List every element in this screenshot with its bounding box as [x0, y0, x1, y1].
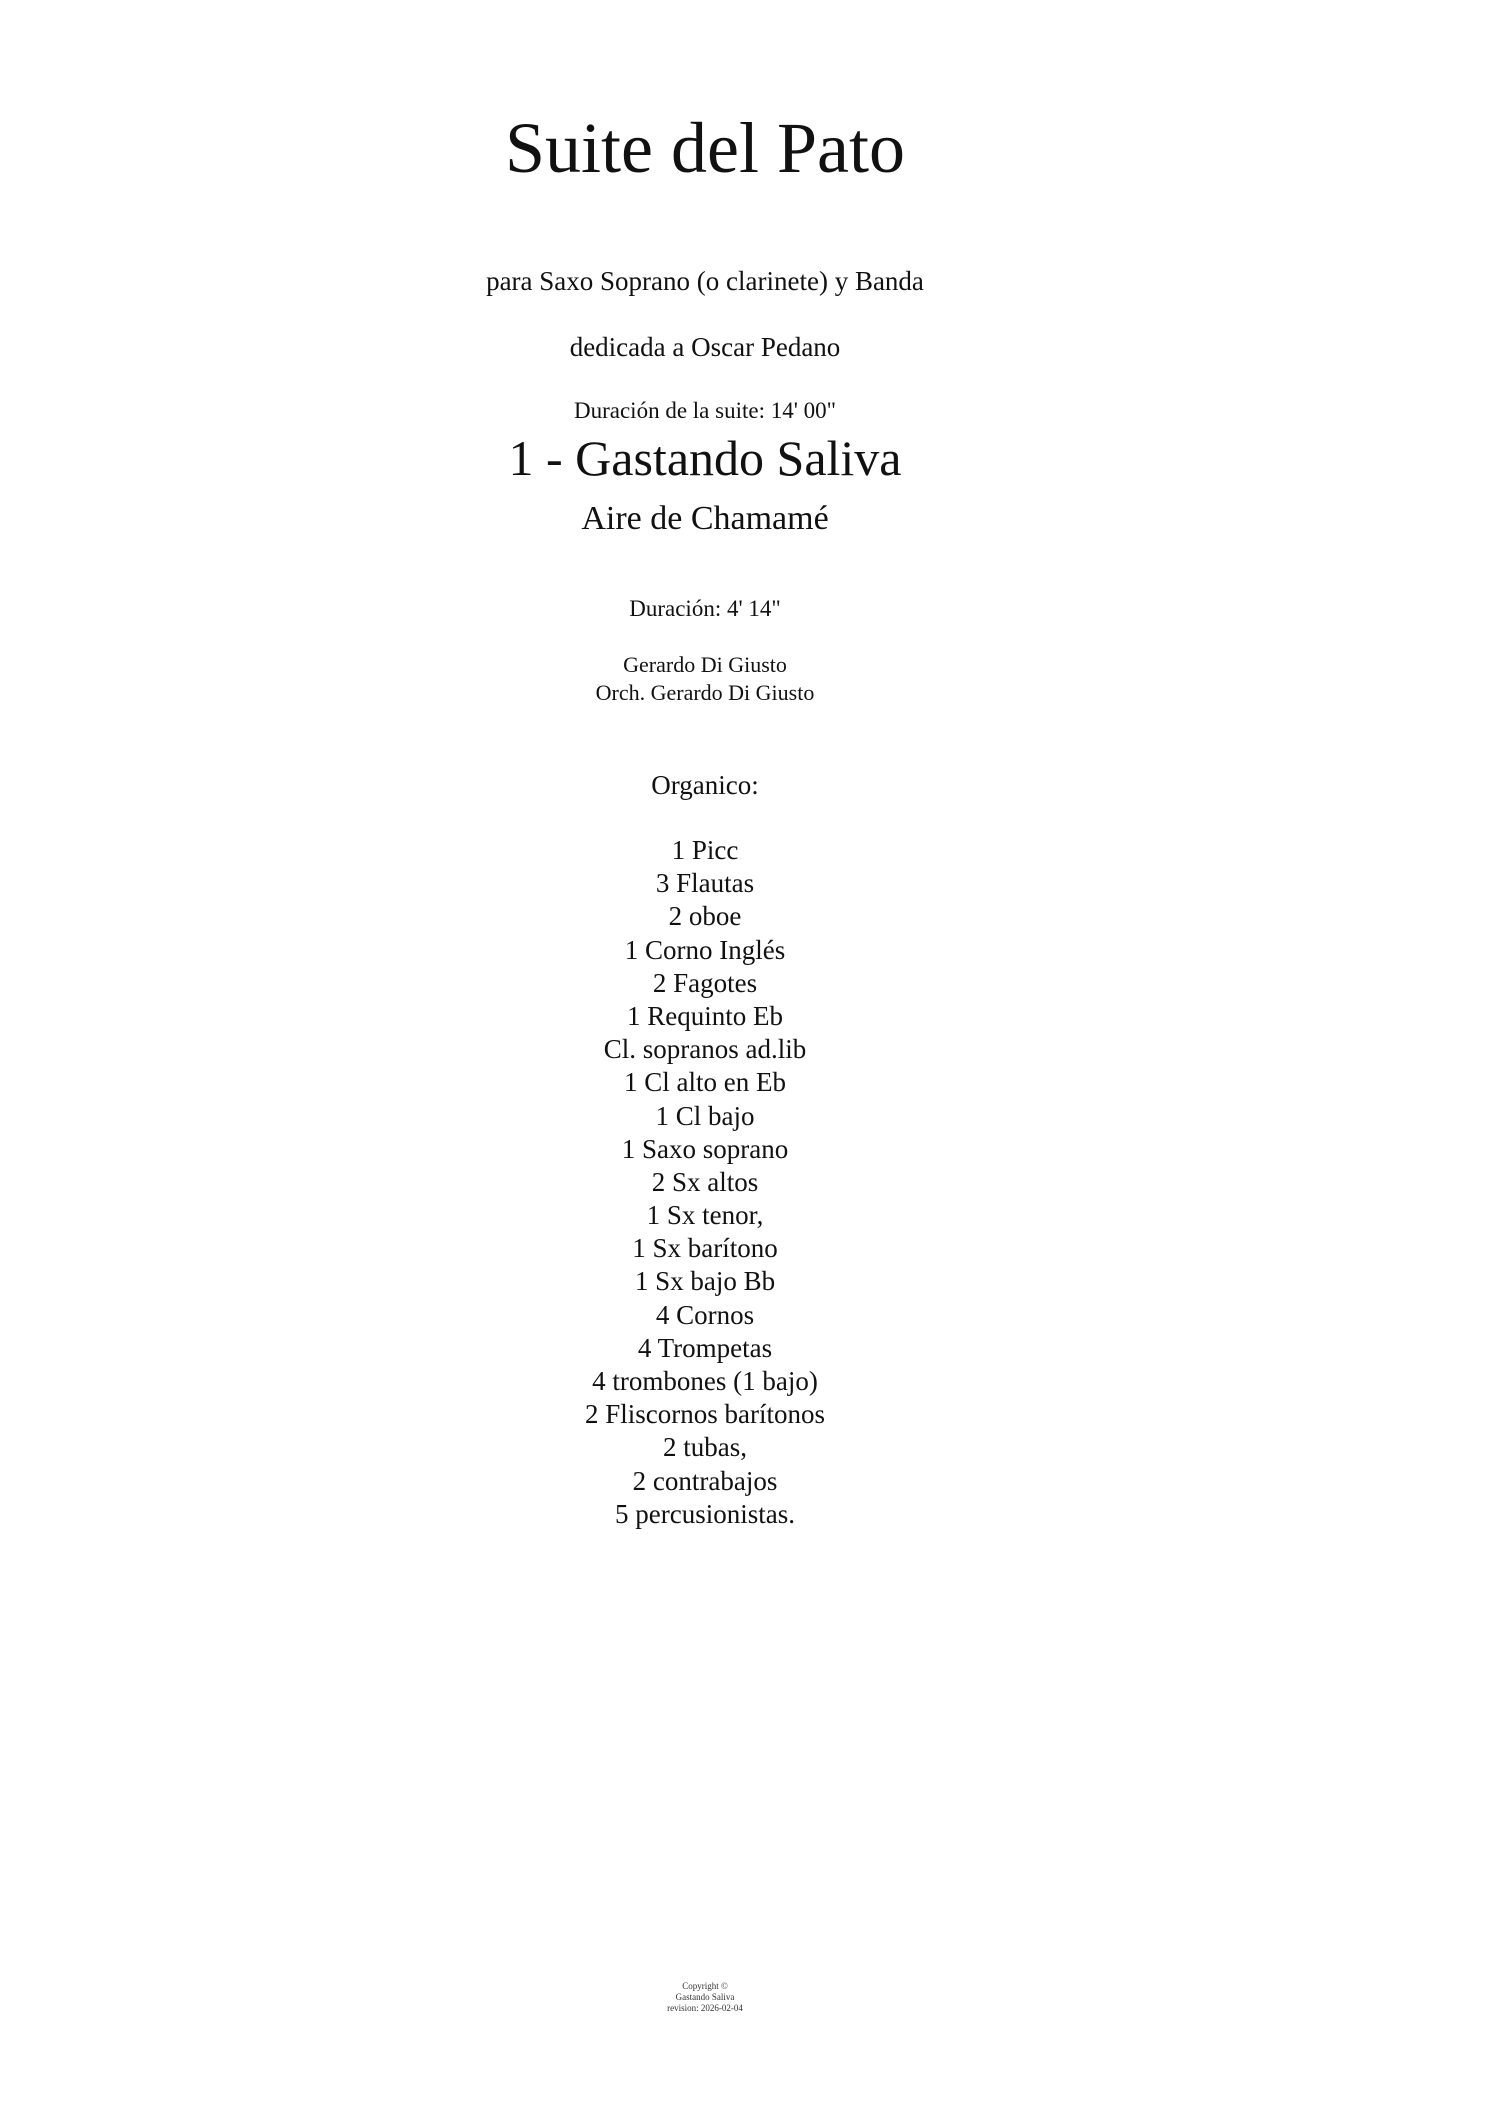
list-item: 2 Fliscornos barítonos	[585, 1399, 825, 1430]
list-item: 2 contrabajos	[632, 1465, 778, 1496]
list-item: Cl. sopranos ad.lib	[603, 1034, 807, 1065]
organico-heading: Organico:	[651, 770, 759, 800]
suite-title: Suite del Pato	[505, 108, 905, 188]
list-item: 2 tubas,	[663, 1432, 747, 1463]
list-item: 4 trombones (1 bajo)	[592, 1366, 818, 1396]
dedication-text: dedicada a Oscar Pedano	[569, 332, 841, 362]
list-item: 4 Cornos	[655, 1299, 755, 1330]
list-item: 1 Picc	[671, 835, 739, 865]
list-item: 5 percusionistas.	[615, 1498, 795, 1529]
composer-name: Gerardo Di Giusto	[623, 652, 787, 677]
movement-subtitle: Aire de Chamamé	[581, 500, 829, 537]
list-item: 1 Sx tenor,	[646, 1200, 764, 1231]
list-item: 1 Saxo soprano	[621, 1133, 789, 1164]
list-item: 4 Trompetas	[637, 1332, 773, 1363]
list-item: 1 Requinto Eb	[627, 1000, 783, 1031]
list-item: 1 Sx barítono	[632, 1233, 778, 1264]
list-item: 1 Corno Inglés	[624, 934, 786, 965]
list-item: 2 oboe	[668, 901, 742, 932]
list-item: 1 Sx bajo Bb	[634, 1266, 776, 1297]
revision-date: revision: 2026-02-04	[667, 2003, 743, 2013]
list-item: 3 Flautas	[655, 868, 755, 899]
instrumentation-subtitle: para Saxo Soprano (o clarinete) y Banda	[486, 266, 924, 296]
movement-duration: Duración: 4' 14"	[629, 596, 781, 621]
list-item: 1 Cl alto en Eb	[624, 1067, 786, 1098]
credits-block	[0, 651, 1410, 707]
copyright-footer	[0, 1981, 1410, 2014]
copyright-line: Copyright ©	[682, 1981, 728, 1991]
orchestrator-name: Orch. Gerardo Di Giusto	[595, 680, 815, 705]
instrument-list	[0, 834, 1410, 1531]
suite-duration: Duración de la suite: 14' 00"	[574, 398, 836, 423]
list-item: 2 Fagotes	[652, 967, 758, 998]
list-item: 2 Sx altos	[651, 1166, 759, 1197]
movement-title: 1 - Gastando Saliva	[508, 430, 902, 486]
list-item: 1 Cl bajo	[655, 1100, 755, 1131]
footer-work-title: Gastando Saliva	[675, 1992, 735, 2002]
